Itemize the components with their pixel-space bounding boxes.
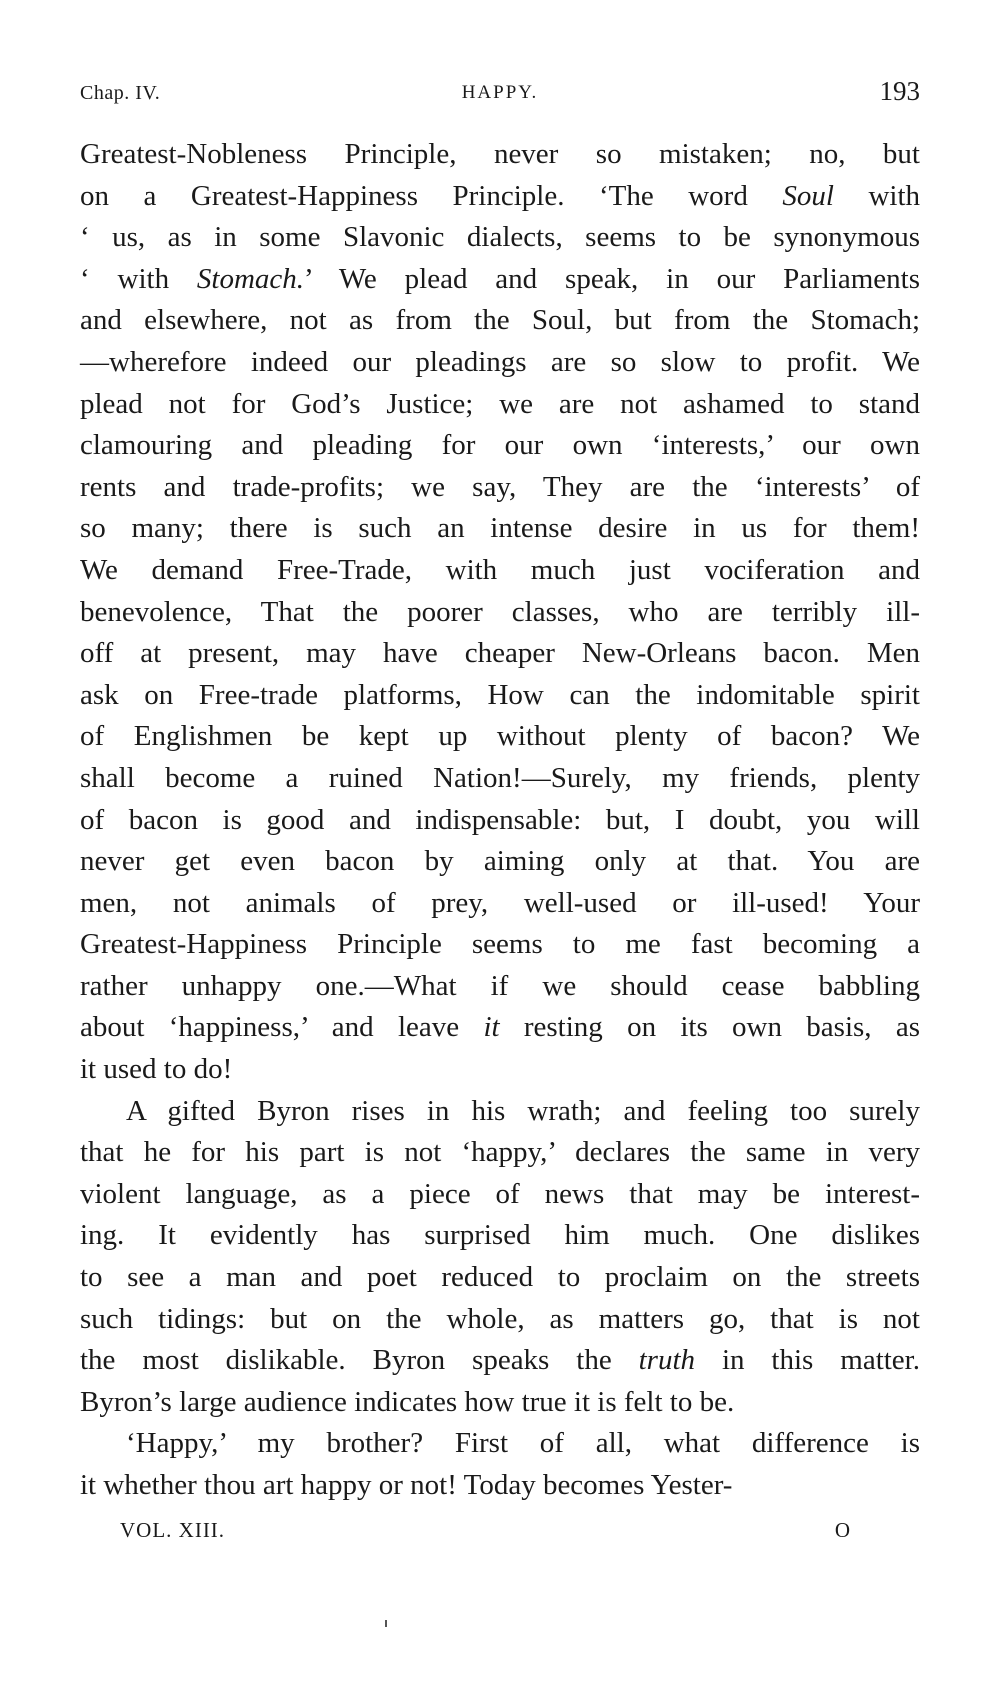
gathering-signature: O [834,1518,850,1542]
page-number: 193 [879,76,920,106]
text-run: Greatest-Nobleness Principle, never so mistaken; no, but [80,138,920,170]
text-line [80,1340,920,1382]
text-run: ask on Free-trade platforms, How can the indomitable spirit [80,678,920,711]
text-line [80,425,920,467]
text-run: benevolence, That the poorer classes, who are terribly ill- [80,595,920,628]
text-run: off at present, may have cheaper New-Orleans bacon. Men [80,637,920,670]
text-run: with [833,179,920,212]
italic-run: it [483,1011,500,1044]
text-line [80,966,920,1008]
text-run: of bacon is good and indispensable: but, I doubt, you will [80,803,920,836]
text-line [80,675,920,717]
text-line [80,883,920,925]
text-line [80,716,920,758]
text-run: and elsewhere, not as from the Soul, but from the Stomach; [80,304,920,337]
text-run: Byron’s large audience indicates how true it is felt to be. [80,1385,735,1418]
text-line [80,924,920,966]
text-run: that he for his part is not ‘happy,’ declares the same in very [80,1136,920,1169]
text-line [80,1423,920,1465]
text-run: ‘Happy,’ my brother? First of all, what difference is [126,1427,920,1460]
running-title: HAPPY. [461,82,539,103]
text-line [80,1007,920,1049]
text-line [80,300,920,342]
text-run: the most dislikable. Byron speaks the [80,1344,639,1377]
text-line [80,550,920,592]
text-run: on a Greatest-Happiness Principle. ‘The word [80,179,783,212]
text-run: shall become a ruined Nation!—Surely, my friends, plenty [80,761,920,794]
text-line [80,384,920,426]
text-line [80,1465,920,1507]
text-run: We demand Free-Trade, with much just vociferation and [80,553,920,586]
italic-run: truth [638,1344,696,1377]
text-run: Greatest-Happiness Principle seems to me fast becoming a [80,928,920,961]
text-line [80,1257,920,1299]
text-run: to see a man and poet reduced to proclaim on the streets [80,1261,920,1294]
text-run: ’ We plead and speak, in our Parliaments [304,262,920,295]
text-run: never get even bacon by aiming only at that. You are [80,845,920,878]
text-line [80,467,920,509]
paragraph [80,134,920,1091]
text-line [80,1215,920,1257]
chapter-label: Chap. IV. [80,82,161,104]
text-line [80,259,920,301]
text-run: ‘ with [80,262,197,295]
text-line [80,134,920,176]
text-run: rather unhappy one.—What if we should cease babbling [80,969,920,1002]
text-run: of Englishmen be kept up without plenty of bacon? We [80,720,920,753]
text-line [80,841,920,883]
text-run: A gifted Byron rises in his wrath; and feeling too surely [126,1094,920,1127]
page-footer [120,1518,850,1554]
text-run: rents and trade-profits; we say, They are the ‘interests’ of [80,470,920,503]
text-line [80,633,920,675]
italic-run: Stomach. [196,262,305,295]
text-line [80,508,920,550]
text-line [80,758,920,800]
text-run: it whether thou art happy or not! Today becomes Yester- [80,1469,733,1501]
text-line [80,1174,920,1216]
text-line [80,1049,920,1091]
print-mark [385,1620,387,1627]
text-run: resting on its own basis, as [499,1011,920,1044]
running-header [80,76,920,110]
italic-run: Soul [782,179,834,212]
body-text [80,134,920,1507]
text-line [80,176,920,218]
text-run: plead not for God’s Justice; we are not ashamed to stand [80,387,920,420]
volume-signature: VOL. XIII. [120,1518,226,1542]
text-run: it used to do! [80,1053,233,1086]
text-line [80,1382,920,1424]
text-line [80,217,920,259]
text-line [80,1091,920,1133]
paragraph [80,1423,920,1506]
text-line [80,342,920,384]
text-line [80,1299,920,1341]
text-run: clamouring and pleading for our own ‘interests,’ our own [80,429,920,462]
text-run: ‘ us, as in some Slavonic dialects, seems to be synonymous [80,221,920,254]
text-line [80,592,920,634]
text-run: —wherefore indeed our pleadings are so slow to profit. We [80,345,920,378]
text-run: ing. It evidently has surprised him much. One dislikes [80,1219,920,1252]
text-run: violent language, as a piece of news that may be interest- [80,1177,920,1210]
text-line [80,800,920,842]
text-run: men, not animals of prey, well-used or ill-used! Your [80,886,920,919]
text-run: such tidings: but on the whole, as matters go, that is not [80,1302,920,1335]
text-run: in this matter. [695,1344,920,1377]
paragraph [80,1091,920,1424]
text-run: about ‘happiness,’ and leave [80,1011,484,1044]
text-run: so many; there is such an intense desire in us for them! [80,512,920,545]
text-line [80,1132,920,1174]
